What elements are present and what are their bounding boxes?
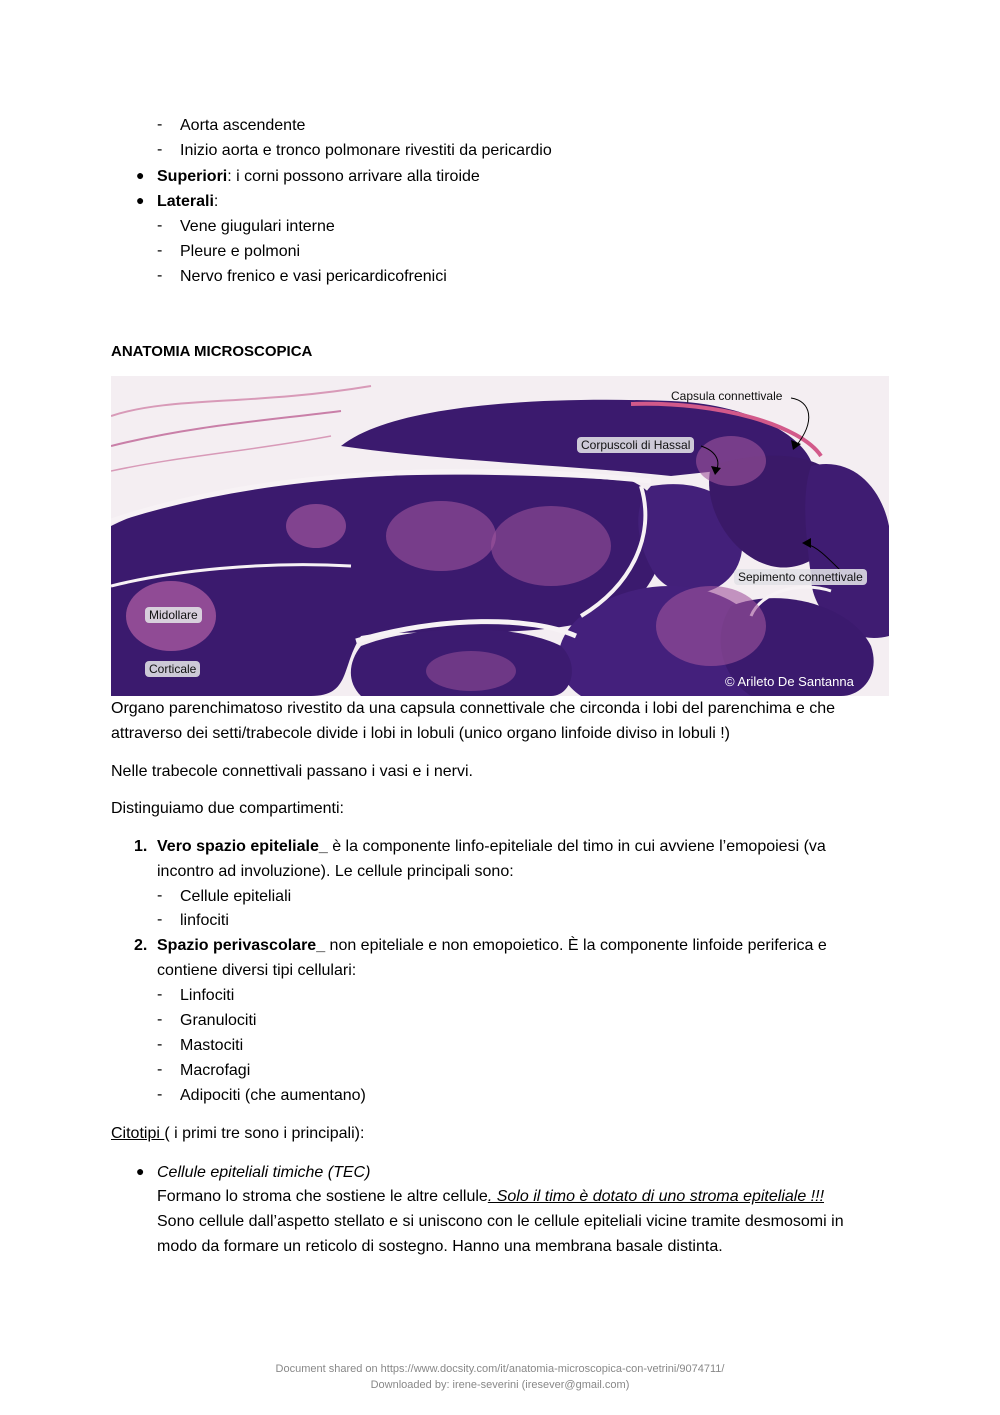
medulla-area (426, 651, 516, 691)
medulla-area (286, 504, 346, 548)
bold-term: Spazio perivascolare_ (157, 937, 326, 954)
list-item: Pleure e polmoni (180, 243, 301, 260)
list-item-superiori (157, 167, 480, 187)
list-item-text: è la componente linfo-epiteliale del timo in cui avviene l’emopoiesi (va (327, 838, 826, 855)
dash-marker: - (157, 116, 163, 133)
list-item: Cellule epiteliali (180, 888, 292, 905)
numbered-item-1 (157, 837, 826, 857)
medulla-area (656, 586, 766, 666)
list-item-laterali (157, 192, 218, 212)
citotipi-line (111, 1124, 364, 1144)
emphasis-text: . Solo il timo è dotato di uno stroma epiteliale !!! (487, 1188, 825, 1205)
bullet-marker: ● (136, 192, 145, 208)
section-heading: ANATOMIA MICROSCOPICA (111, 343, 313, 360)
dash-marker: - (157, 141, 163, 158)
dash-marker: - (157, 986, 163, 1003)
list-number: 1. (134, 838, 148, 855)
bold-term: Vero spazio epiteliale_ (157, 838, 328, 855)
list-item: Inizio aorta e tronco polmonare rivestiti da pericardio (180, 142, 552, 159)
list-item: Vene giugulari interne (180, 218, 335, 235)
list-item: Macrofagi (180, 1062, 251, 1079)
label-midollare: Midollare (145, 607, 202, 623)
tec-line (157, 1187, 824, 1207)
list-item: Nervo frenico e vasi pericardicofrenici (180, 268, 447, 285)
list-item: Aorta ascendente (180, 117, 306, 134)
medulla-area (386, 501, 496, 571)
medulla-area (491, 506, 611, 586)
list-item: linfociti (180, 912, 229, 929)
dash-marker: - (157, 887, 163, 904)
footer-downloaded: Downloaded by: irene-severini (iresever@gmail.com) (370, 1379, 630, 1391)
tec-title (157, 1163, 370, 1183)
tec-line: modo da formare un reticolo di sostegno. Hanno una membrana basale distinta. (157, 1238, 723, 1255)
dash-marker: - (157, 1036, 163, 1053)
italic-term: Cellule epiteliali timiche (TEC) (157, 1164, 371, 1181)
list-item: Granulociti (180, 1012, 257, 1029)
dash-marker: - (157, 217, 163, 234)
paragraph-text: Formano lo stroma che sostiene le altre cellule (157, 1188, 488, 1205)
label-corticale: Corticale (145, 661, 200, 677)
medulla-area (696, 436, 766, 486)
paragraph-line: Organo parenchimatoso rivestito da una capsula connettivale che circonda i lobi del parenchima e che (111, 700, 835, 717)
paragraph: Nelle trabecole connettivali passano i vasi e i nervi. (111, 763, 473, 780)
list-item-text: non epiteliale e non emopoietico. È la componente linfoide periferica e (325, 937, 827, 954)
label-capsula: Capsula connettivale (671, 389, 783, 403)
list-item-text: contiene diversi tipi cellulari: (157, 962, 357, 979)
list-item-text: incontro ad involuzione). Le cellule principali sono: (157, 863, 514, 880)
image-credit: © Arileto De Santanna (725, 674, 854, 689)
dash-marker: - (157, 1011, 163, 1028)
list-item-text: : (213, 193, 219, 210)
bullet-marker: ● (136, 1163, 145, 1179)
dash-marker: - (157, 1086, 163, 1103)
dash-marker: - (157, 911, 163, 928)
bold-term: Superiori (157, 168, 228, 185)
list-item-text: : i corni possono arrivare alla tiroide (227, 168, 480, 185)
list-item: Adipociti (che aumentano) (180, 1087, 366, 1104)
paragraph: Distinguiamo due compartimenti: (111, 800, 344, 817)
thymus-micrograph (111, 376, 889, 696)
bullet-marker: ● (136, 167, 145, 183)
label-sepimento: Sepimento connettivale (734, 569, 867, 585)
paragraph-line: attraverso dei setti/trabecole divide i lobi in lobuli (unico organo linfoide diviso in lobuli !) (111, 725, 731, 742)
histology-figure (111, 376, 889, 696)
list-item: Linfociti (180, 987, 235, 1004)
underlined-term: Citotipi (111, 1125, 165, 1142)
list-number: 2. (134, 937, 148, 954)
bold-term: Laterali (157, 193, 214, 210)
numbered-item-2 (157, 936, 827, 956)
tec-line: Sono cellule dall’aspetto stellato e si uniscono con le cellule epiteliali vicine tramite desmosomi in (157, 1213, 844, 1230)
list-item: Mastociti (180, 1037, 244, 1054)
label-corpuscoli: Corpuscoli di Hassal (577, 437, 694, 453)
dash-marker: - (157, 242, 163, 259)
dash-marker: - (157, 1061, 163, 1078)
paragraph-text: ( i primi tre sono i principali): (164, 1125, 365, 1142)
footer-shared: Document shared on https://www.docsity.com/it/anatomia-microscopica-con-vetrini/9074711/ (275, 1363, 725, 1375)
dash-marker: - (157, 267, 163, 284)
